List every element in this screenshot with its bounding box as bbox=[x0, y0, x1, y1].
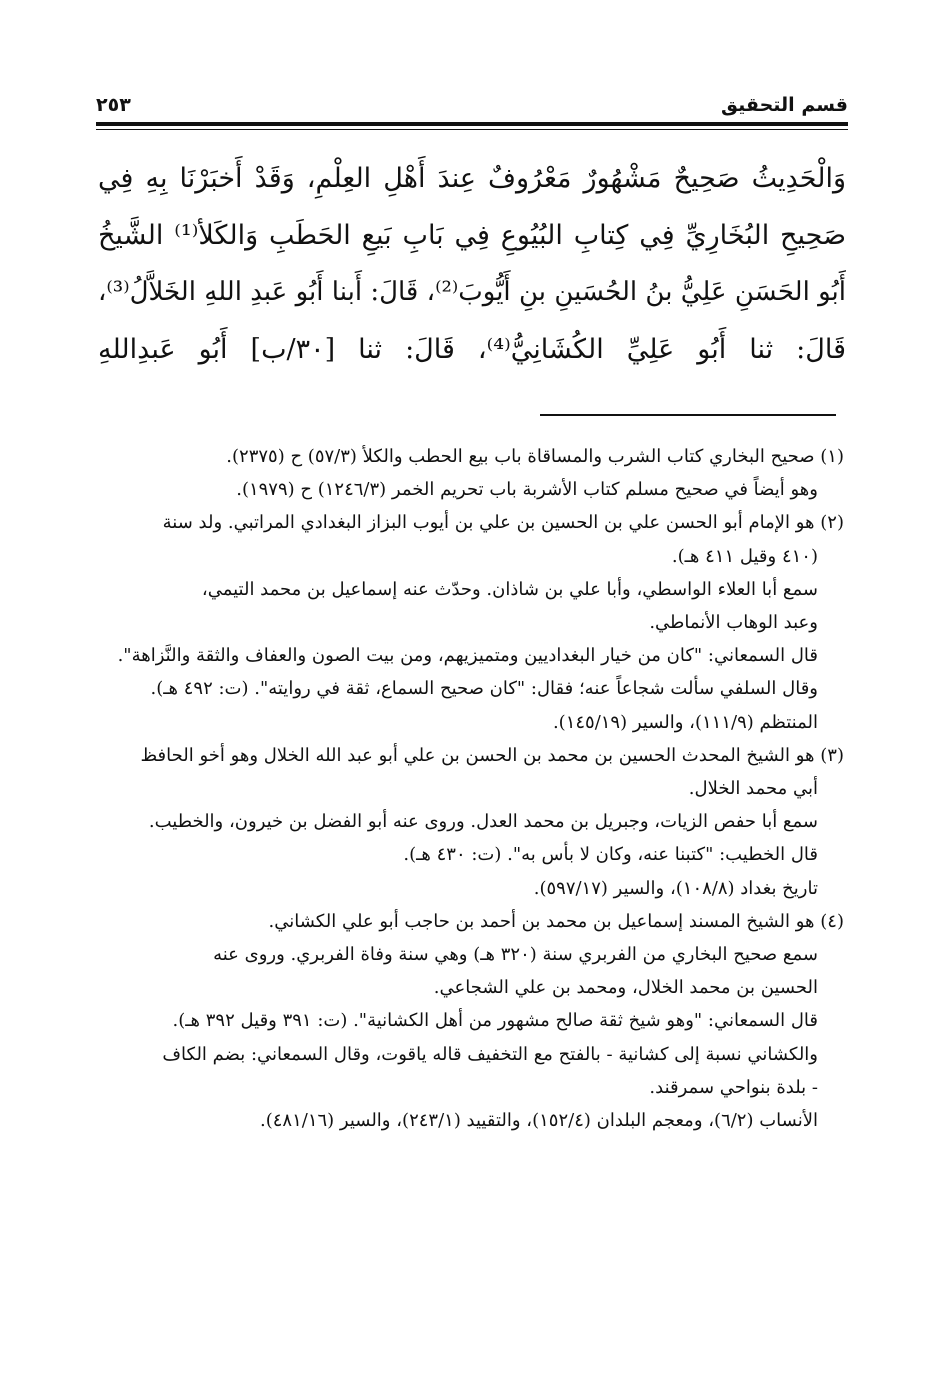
footnote-line: (٣) هو الشيخ المحدث الحسين بن محمد بن الحسن بن علي أبو عبد الله الخلال وهو أخو الحافظ bbox=[140, 744, 844, 766]
footnote-line: الحسين بن محمد الخلال، ومحمد بن علي الشجاعي. bbox=[433, 977, 818, 999]
footnote-line: وهو أيضاً في صحيح مسلم كتاب الأشربة باب تحريم الخمر (١٢٤٦/٣) ح (١٩٧٩). bbox=[236, 479, 818, 501]
footnote-line: والكشاني نسبة إلى كشانية - بالفتح مع التخفيف قاله ياقوت، وقال السمعاني: بضم الكاف bbox=[162, 1043, 818, 1065]
footnote-line: (٤١٠ وقيل ٤١١ هـ). bbox=[671, 545, 818, 567]
header-rule-thick bbox=[96, 122, 848, 126]
footnote-line: الأنساب (٦/٢)، ومعجم البلدان (١٥٢/٤)، والتقييد (٢٤٣/١)، والسير (٤٨١/١٦). bbox=[260, 1110, 818, 1132]
footnote-line: سمع صحيح البخاري من الفربري سنة (٣٢٠ هـ) وهي سنة وفاة الفربري. وروى عنه bbox=[213, 944, 818, 966]
footnote-separator bbox=[540, 414, 836, 416]
footnote-line: وقال السلفي سألت شجاعاً عنه؛ فقال: "كان صحيح السماع، ثقة في روايته". (ت: ٤٩٢ هـ). bbox=[150, 678, 818, 700]
footnote-line: (١) صحيح البخاري كتاب الشرب والمساقاة باب بيع الحطب والكلأ (٥٧/٣) ح (٢٣٧٥). bbox=[226, 446, 844, 467]
footnote-line: (٤) هو الشيخ المسند إسماعيل بن محمد بن أحمد بن حاجب أبو علي الكشاني. bbox=[268, 910, 844, 932]
header-rule-thin bbox=[96, 129, 848, 130]
footnote-line: سمع أبا العلاء الواسطي، وأبا علي بن شاذان. وحدّث عنه إسماعيل بن محمد التيمي، bbox=[201, 578, 818, 600]
main-text-line: وَالْحَدِيثُ صَحِيحٌ مَشْهُورٌ مَعْرُوفٌ عِندَ أَهْلِ العِلْمِ، وَقَدْ أَخبَرْنَا بِهِ فِي bbox=[98, 163, 846, 194]
footnote-line: قال الخطيب: "كتبنا عنه، وكان لا بأس به". (ت: ٤٣٠ هـ). bbox=[403, 844, 818, 866]
footnote-line: المنتظم (١١١/٩)، والسير (١٤٥/١٩). bbox=[552, 711, 818, 733]
main-text-line: أَبُو الحَسَنِ عَلِيُّ بنُ الحُسَينِ بنِ أَيُّوبَ⁽²⁾، قَالَ: أَبنا أَبُو عَبدِ اللهِ الخَلاَّلُ⁽³⁾، bbox=[98, 277, 846, 307]
footnotes bbox=[98, 440, 844, 1137]
footnote-line: تاريخ بغداد (١٠٨/٨)، والسير (٥٩٧/١٧). bbox=[533, 877, 818, 899]
footnote-line: وعبد الوهاب الأنماطي. bbox=[649, 612, 818, 634]
main-text bbox=[98, 150, 846, 378]
footnote-line: - بلدة بنواحي سمرقند. bbox=[649, 1076, 818, 1098]
section-title: قسم التحقيق bbox=[721, 94, 848, 116]
footnote-line: (٢) هو الإمام أبو الحسن علي بن الحسين بن علي بن أيوب البزاز البغدادي المراتبي. ولد سنة bbox=[162, 512, 844, 534]
footnote-line: سمع أبا حفص الزيات، وجبريل بن محمد العدل. وروى عنه أبو الفضل بن خيرون، والخطيب. bbox=[148, 811, 818, 833]
main-text-line: قَالَ: ثنا أَبُو عَلِيِّ الكُشَانِيُّ⁽⁴⁾، قَالَ: ثنا [٣٠/ب] أَبُو عَبدِاللهِ bbox=[98, 334, 846, 365]
main-text-line: صَحِيحِ البُخَارِيِّ فِي كِتابِ البُيُوعِ فِي بَابِ بَيعِ الحَطَبِ وَالكَلأ⁽¹⁾ الشَّيخُ bbox=[98, 220, 846, 251]
footnote-line: أبي محمد الخلال. bbox=[688, 778, 818, 800]
page-header bbox=[96, 86, 848, 116]
footnote-line: قال السمعاني: "وهو شيخ ثقة صالح مشهور من أهل الكشانية". (ت: ٣٩١ وقيل ٣٩٢ هـ). bbox=[172, 1010, 818, 1032]
page-number: ٢٥٣ bbox=[96, 94, 131, 116]
footnote-line: قال السمعاني: "كان من خيار البغداديين ومتميزيهم، ومن بيت الصون والعفاف والثقة والنَّزاهة". bbox=[117, 645, 818, 667]
